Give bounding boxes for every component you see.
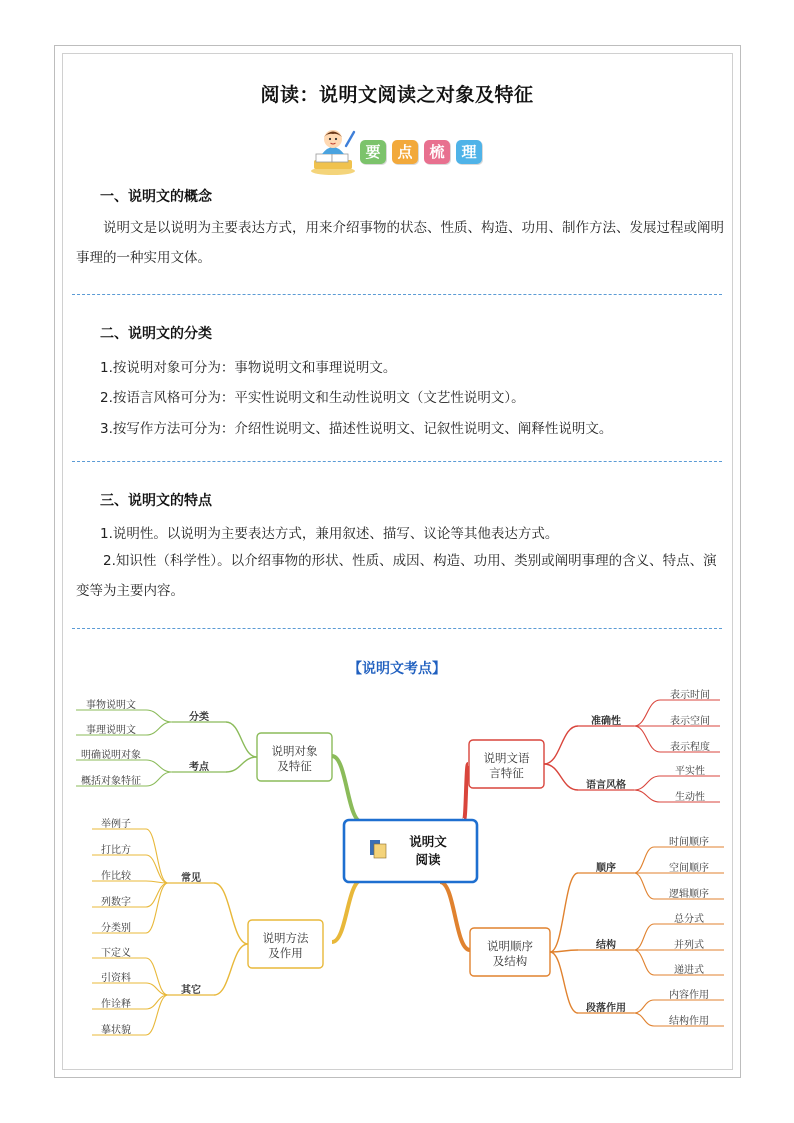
object-node-label-2: 及特征 (277, 759, 312, 773)
object-leaf-1-1: 概括对象特征 (81, 776, 141, 787)
page-title: 阅读：说明文阅读之对象及特征 (260, 84, 534, 106)
classification-item-3: 3.按写作方法可分为：介绍性说明文、描述性说明文、记叙性说明文、阐释性说明文。 (100, 421, 613, 437)
method-group-link-0 (214, 883, 248, 944)
section-heading-features: 三、说明文的特点 (100, 493, 212, 509)
language-leaf-link-1-0 (634, 776, 660, 790)
object-leaf-0-1: 事理说明文 (86, 725, 136, 736)
method-leaf-link-0-3 (146, 883, 168, 907)
language-leaf-link-1-1 (634, 790, 660, 802)
method-leaf-0-4: 分类别 (101, 923, 131, 934)
badge-char-1: 要 (360, 140, 386, 164)
object-leaf-link-0-0 (146, 710, 172, 722)
branch-curve-method (332, 880, 362, 942)
method-node-label-1: 说明方法 (262, 931, 309, 945)
method-leaf-1-2: 作诠释 (101, 999, 131, 1010)
order-node-label-2: 及结构 (492, 954, 528, 968)
order-node-label-1: 说明顺序 (487, 939, 533, 953)
language-group-link-0 (544, 726, 578, 764)
object-group-1: 考点 (189, 762, 209, 773)
object-group-0: 分类 (189, 712, 209, 723)
order-leaf-link-1-2 (634, 950, 654, 975)
section-heading-concept: 一、说明文的概念 (100, 189, 212, 205)
language-leaf-0-2: 表示程度 (670, 742, 710, 753)
language-leaf-link-0-0 (634, 700, 660, 726)
order-leaf-1-1: 并列式 (674, 940, 704, 951)
method-leaf-0-0: 举例子 (101, 819, 131, 830)
branch-curve-order (440, 882, 470, 950)
center-label-1: 说明文 (409, 834, 447, 849)
method-leaf-link-0-4 (146, 883, 168, 933)
language-node-label-2: 言特征 (489, 766, 524, 780)
method-leaf-link-0-1 (146, 855, 168, 883)
order-leaf-2-0: 内容作用 (669, 990, 709, 1001)
center-node-box (344, 820, 477, 882)
object-group-link-0 (226, 722, 257, 757)
language-node-label-1: 说明文语 (483, 751, 530, 765)
order-leaf-0-0: 时间顺序 (669, 837, 709, 848)
method-node-label-2: 及作用 (268, 946, 303, 960)
language-leaf-0-1: 表示空间 (670, 716, 710, 727)
order-leaf-0-1: 空间顺序 (669, 863, 709, 874)
order-leaf-2-1: 结构作用 (669, 1016, 709, 1027)
order-leaf-1-2: 递进式 (674, 965, 704, 976)
object-group-link-1 (226, 757, 257, 772)
order-leaf-link-0-2 (634, 873, 654, 899)
classification-item-1: 1.按说明对象可分为：事物说明文和事理说明文。 (100, 360, 397, 376)
object-leaf-link-0-1 (146, 722, 172, 735)
language-leaf-1-0: 平实性 (675, 766, 705, 777)
method-group-link-1 (214, 944, 248, 995)
order-leaf-link-1-0 (634, 924, 654, 950)
method-leaf-1-3: 摹状貌 (101, 1025, 131, 1036)
order-leaf-1-0: 总分式 (674, 914, 704, 925)
object-leaf-0-0: 事物说明文 (86, 700, 136, 711)
order-leaf-link-0-0 (634, 847, 654, 873)
method-leaf-1-0: 下定义 (101, 948, 131, 959)
concept-text: 说明文是以说明为主要表达方式，用来介绍事物的状态、性质、构造、功用、制作方法、发展过程或阐明事理的一种实用文体。 (76, 220, 724, 266)
order-group-2: 段落作用 (586, 1003, 626, 1014)
language-group-1: 语言风格 (586, 780, 626, 791)
order-group-1: 结构 (596, 940, 616, 951)
order-group-link-2 (550, 952, 578, 1013)
mindmap-title: 【说明文考点】 (348, 661, 446, 677)
badge-char-2: 点 (392, 140, 418, 164)
language-group-link-1 (544, 764, 578, 790)
language-leaf-0-0: 表示时间 (670, 690, 710, 701)
method-group-0: 常见 (181, 873, 201, 884)
method-group-1: 其它 (181, 985, 201, 996)
section-heading-classification: 二、说明文的分类 (100, 326, 212, 342)
order-group-link-0 (550, 873, 578, 952)
object-leaf-link-1-1 (146, 772, 172, 786)
classification-item-2: 2.按语言风格可分为：平实性说明文和生动性说明文（文艺性说明文）。 (100, 390, 525, 406)
method-leaf-0-1: 打比方 (101, 845, 131, 856)
features-item-2: 2.知识性（科学性）。以介绍事物的形状、性质、成因、构造、功用、类别或阐明事理的含义、特点、演变等为主要内容。 (76, 553, 717, 599)
order-group-0: 顺序 (596, 863, 616, 874)
language-leaf-link-0-2 (634, 726, 660, 752)
order-leaf-link-2-0 (634, 1000, 654, 1013)
branch-curve-object (332, 756, 362, 822)
object-leaf-1-0: 明确说明对象 (81, 750, 141, 761)
center-label-2: 阅读 (415, 852, 441, 867)
badge-char-4: 理 (456, 140, 482, 164)
object-node-label-1: 说明对象 (271, 744, 318, 758)
badge-char-3: 梳 (424, 140, 450, 164)
method-leaf-0-3: 列数字 (101, 897, 131, 908)
method-leaf-0-2: 作比较 (101, 871, 131, 882)
order-leaf-0-2: 逻辑顺序 (669, 889, 709, 900)
branch-curve-language (464, 764, 468, 820)
method-leaf-link-1-3 (146, 995, 168, 1035)
language-group-0: 准确性 (591, 716, 621, 727)
features-item-1: 1.说明性。以说明为主要表达方式，兼用叙述、描写、议论等其他表达方式。 (100, 526, 559, 542)
language-leaf-1-1: 生动性 (675, 792, 705, 803)
method-leaf-1-1: 引资料 (101, 973, 131, 984)
object-leaf-link-1-0 (146, 760, 172, 772)
book-page-icon (374, 844, 386, 858)
order-leaf-link-2-1 (634, 1013, 654, 1026)
